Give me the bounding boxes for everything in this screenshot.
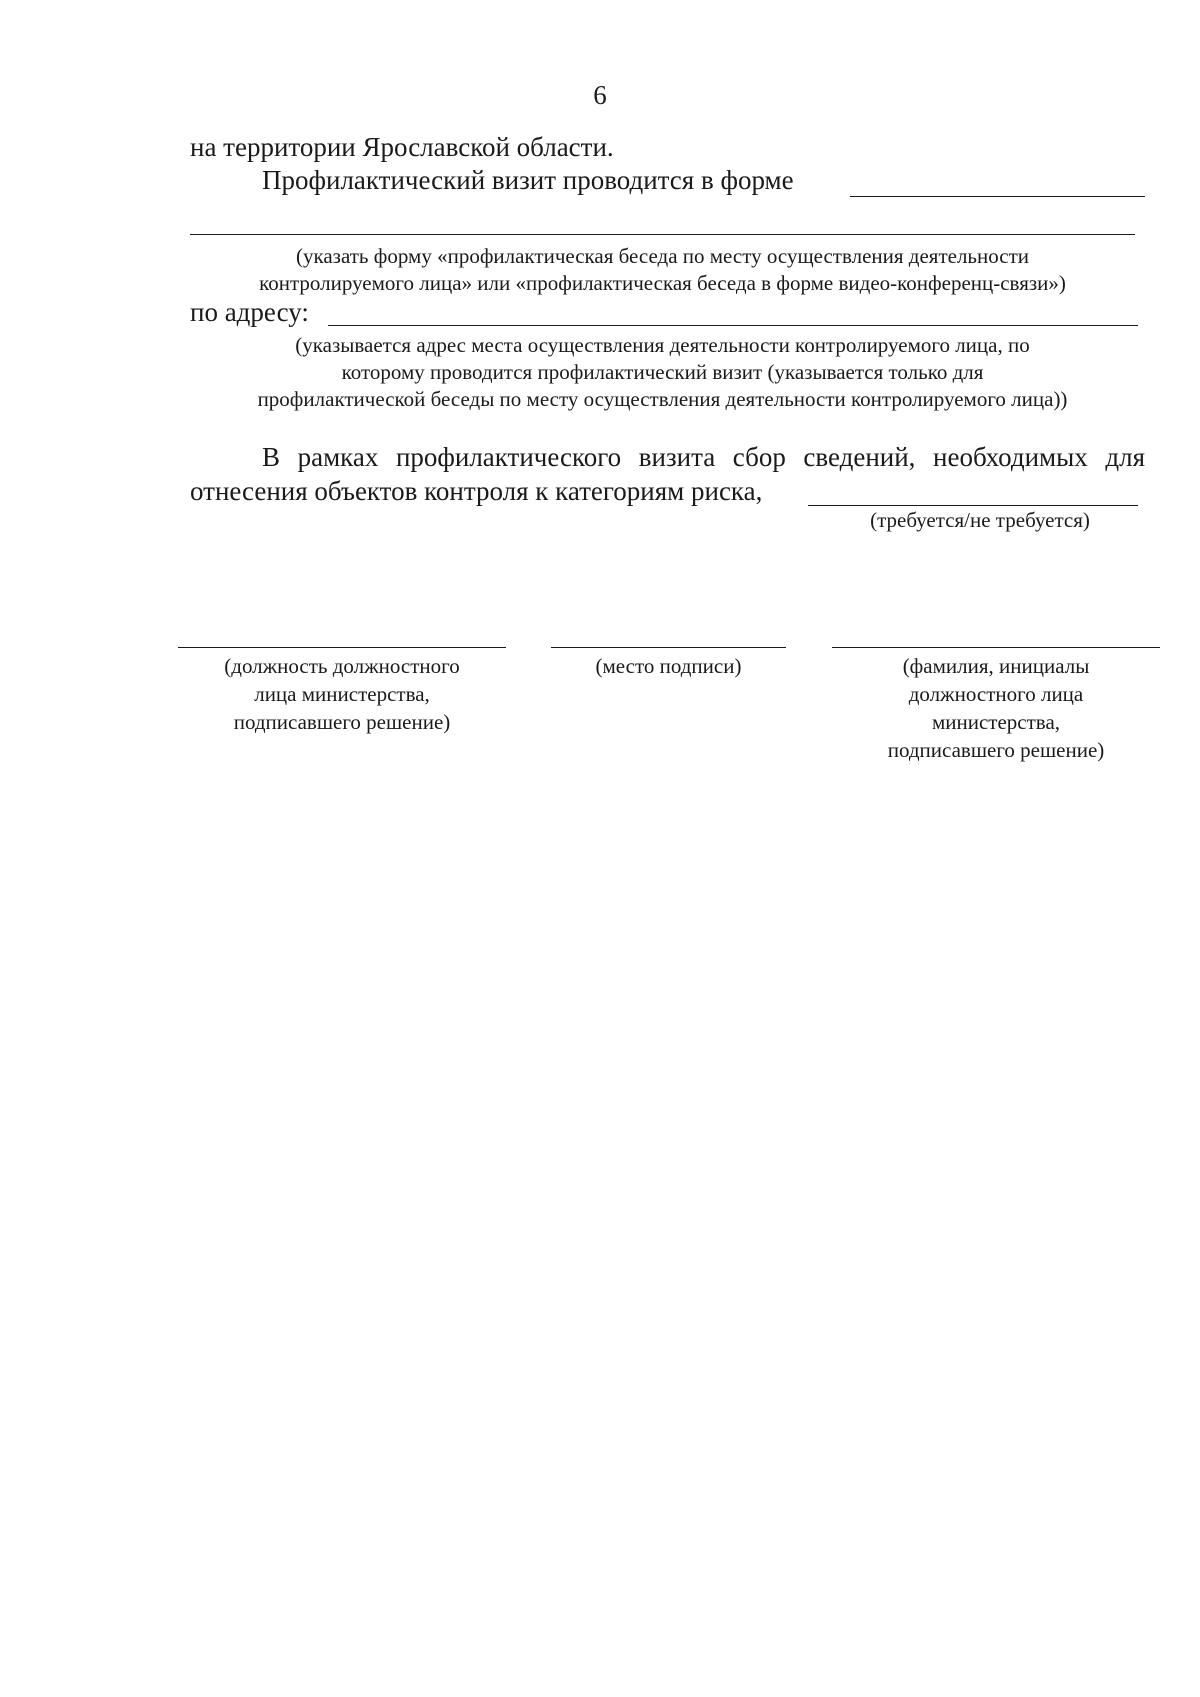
name-caption-line-2: должностного лица <box>908 682 1084 706</box>
position-caption-line-2: лица министерства, <box>254 682 430 706</box>
address-label: по адресу: <box>190 297 309 327</box>
position-signature-line[interactable] <box>178 647 506 648</box>
address-note-line-3: профилактической беседы по месту осуществления деятельности контролируемого лица)) <box>257 387 1068 411</box>
place-signature-line[interactable] <box>551 647 786 648</box>
name-signature-line[interactable] <box>832 647 1160 648</box>
form-blank-line[interactable] <box>850 196 1145 197</box>
address-note-line-1: (указывается адрес места осуществления деятельности контролируемого лица, по <box>295 333 1030 357</box>
risk-line-2: отнесения объектов контроля к категориям риска, <box>190 476 763 506</box>
risk-line-1: В рамках профилактического визита сбор сведений, необходимых для <box>262 442 1145 472</box>
risk-note: (требуется/не требуется) <box>870 508 1090 532</box>
name-caption-line-1: (фамилия, инициалы <box>902 654 1090 678</box>
form-note-line-2: контролируемого лица» или «профилактическая беседа в форме видео-конференц-связи») <box>259 271 1066 295</box>
address-note-line-2: которому проводится профилактический визит (указывается только для <box>341 360 984 384</box>
place-caption <box>551 652 786 680</box>
position-caption-line-1: (должность должностного <box>224 654 460 678</box>
name-caption-line-3: министерства, <box>931 710 1061 734</box>
risk-blank-line[interactable] <box>808 505 1138 506</box>
form-note-line-1: (указать форму «профилактическая беседа по месту осуществления деятельности <box>295 244 1029 268</box>
place-caption-line-1: (место подписи) <box>595 654 742 678</box>
position-caption <box>178 652 506 736</box>
paragraph-1-line-2: Профилактический визит проводится в форме <box>262 165 794 195</box>
form-blank-line-full[interactable] <box>190 234 1135 235</box>
name-caption-line-4: подписавшего решение) <box>887 738 1105 762</box>
page-number: 6 <box>593 80 607 110</box>
position-caption-line-3: подписавшего решение) <box>233 710 451 734</box>
paragraph-1-line-1: на территории Ярославской области. <box>190 132 614 162</box>
address-blank-line[interactable] <box>328 325 1138 326</box>
name-caption <box>832 652 1160 764</box>
